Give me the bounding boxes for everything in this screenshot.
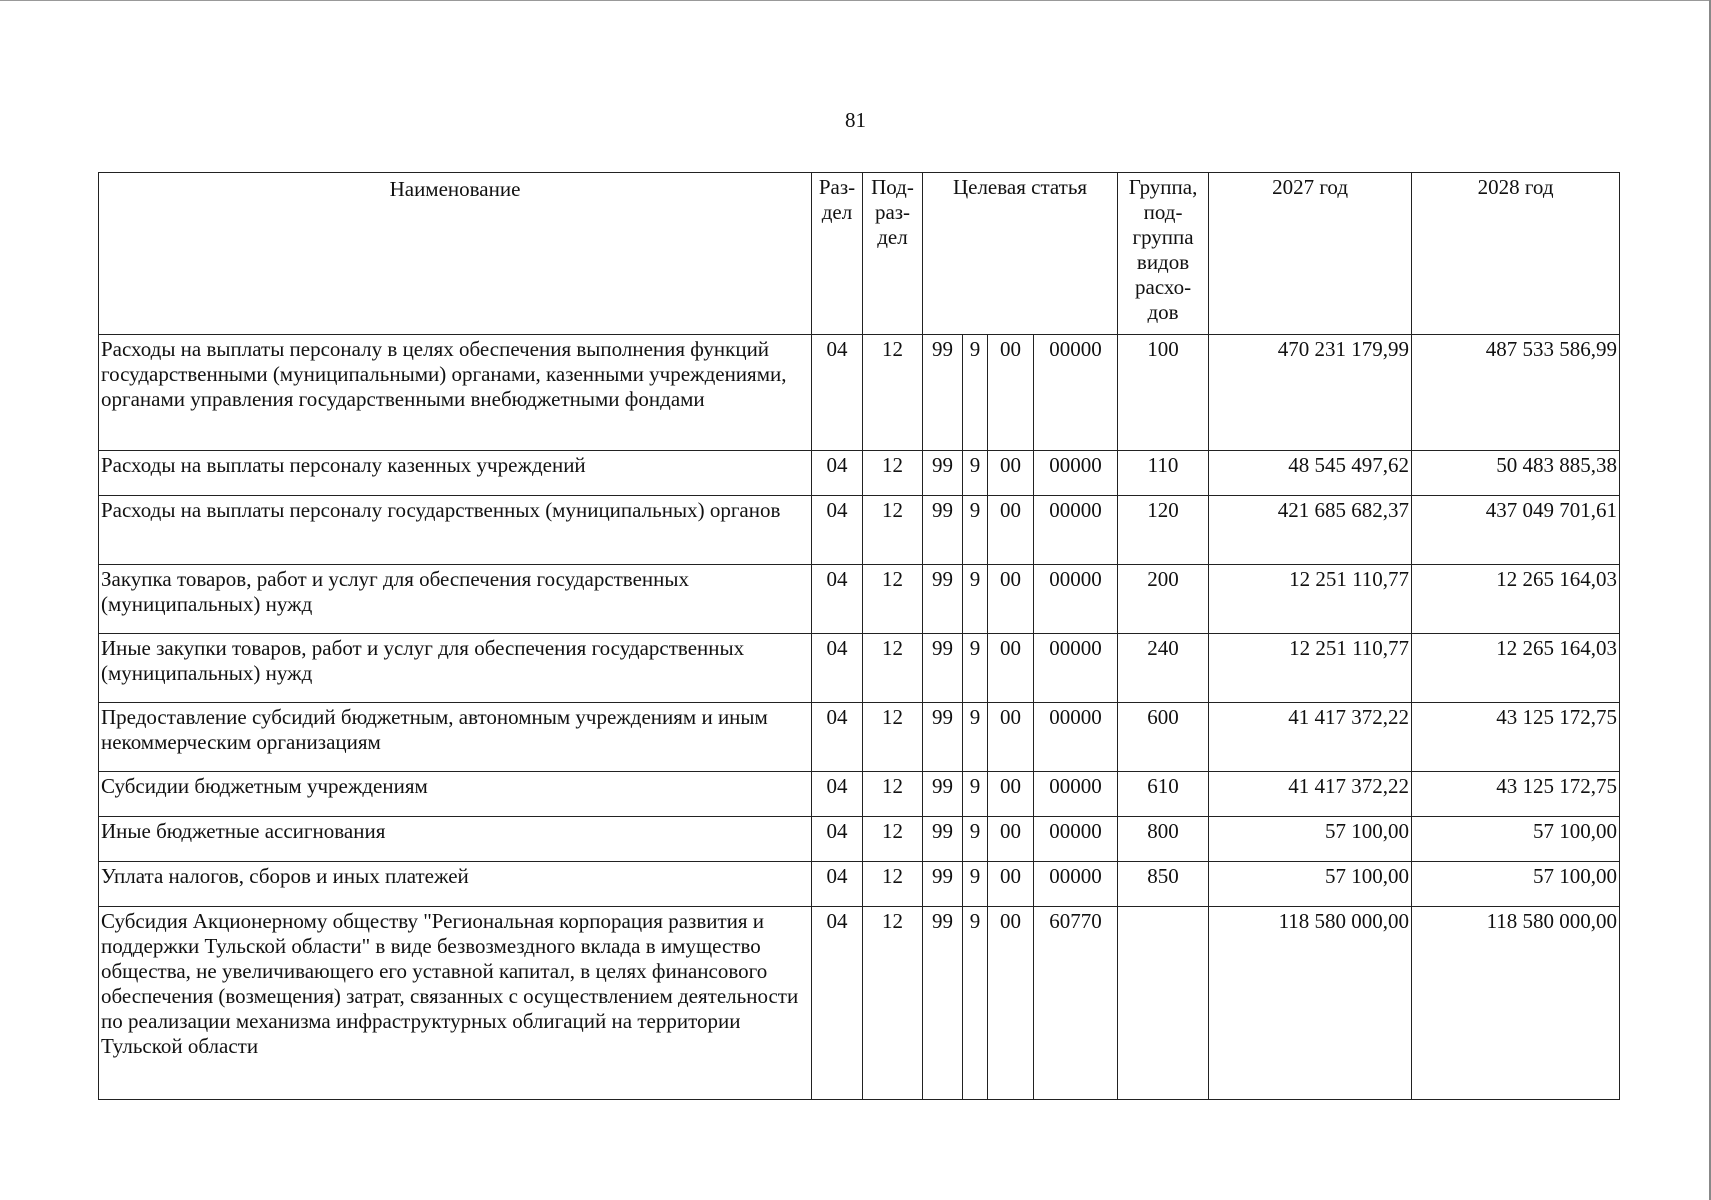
row-target-program: 99: [923, 335, 963, 451]
row-amount-2028: 118 580 000,00: [1412, 907, 1620, 1100]
row-target-direction: 00000: [1034, 703, 1118, 772]
header-year-2028: 2028 год: [1412, 173, 1620, 335]
row-target-type: 9: [963, 451, 988, 496]
row-section: 04: [812, 817, 863, 862]
row-expense-group: 110: [1118, 451, 1209, 496]
row-name: Иные бюджетные ассигнования: [99, 817, 812, 862]
table-body: [99, 335, 1620, 1100]
row-name: Субсидия Акционерному обществу "Региональная корпорация развития и поддержки Тульской области" в виде безвозмездного вклада в имущество общества, не увеличивающего его уставной капитал, в целях финансового обеспечения (возмещения) затрат, связанных с осуществлением деятельности по реализации механизма инфраструктурных облигаций на территории Тульской области: [99, 907, 812, 1100]
table-header-row: [99, 173, 1620, 335]
row-subsection: 12: [863, 703, 923, 772]
row-target-program: 99: [923, 817, 963, 862]
row-section: 04: [812, 565, 863, 634]
row-target-direction: 00000: [1034, 335, 1118, 451]
row-amount-2027: 12 251 110,77: [1209, 634, 1412, 703]
header-section: [812, 173, 863, 335]
row-name: Расходы на выплаты персоналу в целях обеспечения выполнения функций государственными (муниципальными) органами, казенными учреждениями, органами управления государственными внебюджетными фондами: [99, 335, 812, 451]
row-section: 04: [812, 335, 863, 451]
row-target-program: 99: [923, 634, 963, 703]
row-target-type: 9: [963, 565, 988, 634]
row-target-type: 9: [963, 907, 988, 1100]
row-section: 04: [812, 496, 863, 565]
row-target-direction: 00000: [1034, 496, 1118, 565]
row-subsection: 12: [863, 907, 923, 1100]
row-amount-2028: 43 125 172,75: [1412, 703, 1620, 772]
table-row: [99, 862, 1620, 907]
row-amount-2028: 57 100,00: [1412, 817, 1620, 862]
row-target-program: 99: [923, 451, 963, 496]
row-target-program: 99: [923, 862, 963, 907]
row-target-subprogram: 00: [988, 703, 1034, 772]
header-target-article: Целевая статья: [923, 173, 1118, 335]
table-row: [99, 496, 1620, 565]
row-section: 04: [812, 451, 863, 496]
header-expense-group-label: Группа, под-группа видов расхо-дов: [1128, 175, 1198, 324]
row-section: 04: [812, 772, 863, 817]
row-subsection: 12: [863, 451, 923, 496]
table-row: [99, 565, 1620, 634]
row-name: Субсидии бюджетным учреждениям: [99, 772, 812, 817]
row-amount-2028: 437 049 701,61: [1412, 496, 1620, 565]
row-expense-group: 240: [1118, 634, 1209, 703]
row-target-type: 9: [963, 703, 988, 772]
row-target-program: 99: [923, 496, 963, 565]
row-target-program: 99: [923, 907, 963, 1100]
header-expense-group: [1118, 173, 1209, 335]
row-section: 04: [812, 907, 863, 1100]
row-name: Расходы на выплаты персоналу государственных (муниципальных) органов: [99, 496, 812, 565]
row-amount-2027: 118 580 000,00: [1209, 907, 1412, 1100]
row-name: Предоставление субсидий бюджетным, автономным учреждениям и иным некоммерческим организациям: [99, 703, 812, 772]
row-target-program: 99: [923, 565, 963, 634]
row-target-direction: 00000: [1034, 634, 1118, 703]
table-row: [99, 634, 1620, 703]
row-expense-group: 600: [1118, 703, 1209, 772]
row-subsection: 12: [863, 335, 923, 451]
row-section: 04: [812, 634, 863, 703]
row-target-subprogram: 00: [988, 451, 1034, 496]
row-amount-2027: 12 251 110,77: [1209, 565, 1412, 634]
row-amount-2027: 57 100,00: [1209, 817, 1412, 862]
header-year-2027: 2027 год: [1209, 173, 1412, 335]
row-expense-group: [1118, 907, 1209, 1100]
table-row: [99, 817, 1620, 862]
row-amount-2028: 43 125 172,75: [1412, 772, 1620, 817]
row-name: Иные закупки товаров, работ и услуг для обеспечения государственных (муниципальных) нужд: [99, 634, 812, 703]
row-expense-group: 610: [1118, 772, 1209, 817]
row-target-type: 9: [963, 817, 988, 862]
row-target-direction: 00000: [1034, 772, 1118, 817]
row-subsection: 12: [863, 565, 923, 634]
row-expense-group: 120: [1118, 496, 1209, 565]
row-target-direction: 60770: [1034, 907, 1118, 1100]
row-expense-group: 200: [1118, 565, 1209, 634]
row-amount-2028: 12 265 164,03: [1412, 565, 1620, 634]
row-target-subprogram: 00: [988, 335, 1034, 451]
row-target-direction: 00000: [1034, 451, 1118, 496]
row-amount-2028: 57 100,00: [1412, 862, 1620, 907]
row-subsection: 12: [863, 817, 923, 862]
table-row: [99, 451, 1620, 496]
row-amount-2027: 57 100,00: [1209, 862, 1412, 907]
row-expense-group: 850: [1118, 862, 1209, 907]
row-subsection: 12: [863, 634, 923, 703]
row-expense-group: 100: [1118, 335, 1209, 451]
row-section: 04: [812, 703, 863, 772]
row-target-type: 9: [963, 862, 988, 907]
row-target-subprogram: 00: [988, 772, 1034, 817]
row-expense-group: 800: [1118, 817, 1209, 862]
header-name: Наименование: [99, 173, 812, 335]
row-target-direction: 00000: [1034, 817, 1118, 862]
row-section: 04: [812, 862, 863, 907]
row-target-direction: 00000: [1034, 565, 1118, 634]
table-row: [99, 907, 1620, 1100]
row-amount-2028: 50 483 885,38: [1412, 451, 1620, 496]
row-target-direction: 00000: [1034, 862, 1118, 907]
row-amount-2027: 470 231 179,99: [1209, 335, 1412, 451]
row-subsection: 12: [863, 496, 923, 565]
page-number: 81: [845, 108, 866, 132]
header-section-label: Раз-дел: [818, 175, 856, 224]
table-row: [99, 335, 1620, 451]
row-amount-2027: 48 545 497,62: [1209, 451, 1412, 496]
row-target-program: 99: [923, 772, 963, 817]
row-name: Закупка товаров, работ и услуг для обеспечения государственных (муниципальных) нужд: [99, 565, 812, 634]
header-subsection-label: Под-раз-дел: [871, 175, 914, 249]
budget-table: [98, 172, 1620, 1100]
row-amount-2027: 41 417 372,22: [1209, 703, 1412, 772]
row-amount-2027: 41 417 372,22: [1209, 772, 1412, 817]
row-name: Расходы на выплаты персоналу казенных учреждений: [99, 451, 812, 496]
row-target-subprogram: 00: [988, 907, 1034, 1100]
row-target-type: 9: [963, 772, 988, 817]
row-name: Уплата налогов, сборов и иных платежей: [99, 862, 812, 907]
row-target-subprogram: 00: [988, 862, 1034, 907]
page-top-edge: [0, 0, 1711, 1]
table-row: [99, 772, 1620, 817]
row-subsection: 12: [863, 772, 923, 817]
row-target-subprogram: 00: [988, 634, 1034, 703]
row-target-type: 9: [963, 496, 988, 565]
row-subsection: 12: [863, 862, 923, 907]
row-target-program: 99: [923, 703, 963, 772]
row-target-subprogram: 00: [988, 817, 1034, 862]
row-target-subprogram: 00: [988, 565, 1034, 634]
table-row: [99, 703, 1620, 772]
row-amount-2028: 12 265 164,03: [1412, 634, 1620, 703]
row-target-type: 9: [963, 634, 988, 703]
row-amount-2027: 421 685 682,37: [1209, 496, 1412, 565]
header-subsection: [863, 173, 923, 335]
row-target-type: 9: [963, 335, 988, 451]
row-target-subprogram: 00: [988, 496, 1034, 565]
row-amount-2028: 487 533 586,99: [1412, 335, 1620, 451]
